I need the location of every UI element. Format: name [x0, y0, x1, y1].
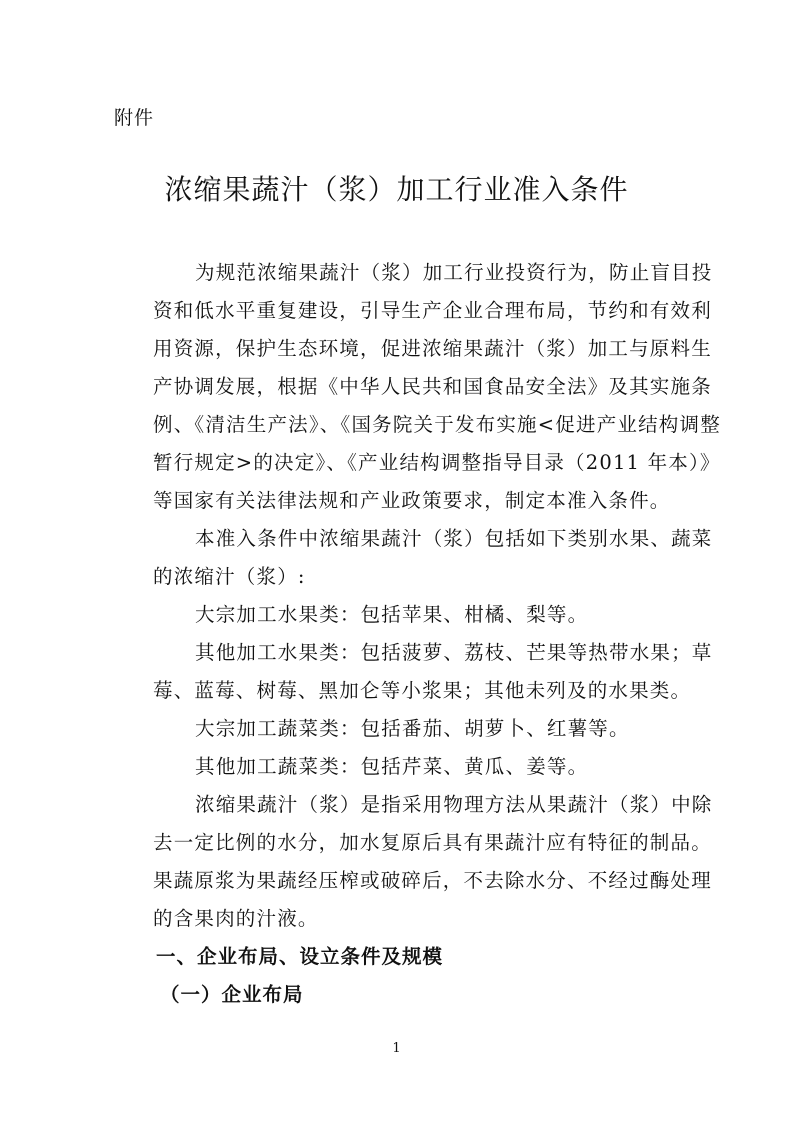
document-body [114, 254, 721, 1014]
text-line: 等国家有关法律法规和产业政策要求，制定本准入条件。 [153, 489, 671, 512]
text-line: 用资源，保护生态环境，促进浓缩果蔬汁（浆）加工与原料生 [153, 337, 712, 360]
text-line: 大宗加工水果类：包括苹果、柑橘、梨等。 [195, 603, 589, 626]
paragraph-bulk-fruit [114, 596, 689, 634]
subsection-heading: （一）企业布局 [160, 983, 304, 1006]
text-line: 例、《清洁生产法》、《国务院关于发布实施<促进产业结构调整 [153, 413, 721, 436]
paragraph-bulk-vegetable [114, 710, 689, 748]
text-line: 资和低水平重复建设，引导生产企业合理布局，节约和有效利 [153, 299, 712, 322]
text-line: 的含果肉的汁液。 [153, 907, 319, 930]
paragraph-scope [114, 520, 713, 596]
paragraph-other-fruit [114, 634, 713, 710]
text-line: 产协调发展，根据《中华人民共和国食品安全法》及其实施条 [153, 375, 712, 398]
paragraph-definition [114, 786, 713, 938]
page-number: 1 [392, 1041, 401, 1056]
text-line: 的浓缩汁（浆）: [153, 565, 306, 588]
section-heading: 一、企业布局、设立条件及规模 [156, 945, 444, 968]
text-line: 去一定比例的水分，加水复原后具有果蔬汁应有特征的制品。 [153, 831, 712, 854]
document-title: 浓缩果蔬汁（浆）加工行业准入条件 [164, 173, 629, 206]
text-line: 其他加工水果类：包括菠萝、荔枝、芒果等热带水果；草 [195, 641, 713, 664]
text-line: 为规范浓缩果蔬汁（浆）加工行业投资行为，防止盲目投 [195, 261, 713, 284]
paragraph-other-vegetable [114, 748, 689, 786]
text-line: 本准入条件中浓缩果蔬汁（浆）包括如下类别水果、蔬菜 [195, 527, 713, 550]
text-line: 大宗加工蔬菜类：包括番茄、胡萝卜、红薯等。 [195, 717, 630, 740]
text-line: 暂行规定>的决定》、《产业结构调整指导目录（2011 年本）》 [153, 451, 721, 474]
paragraph-intro [114, 254, 721, 520]
text-line: 莓、蓝莓、树莓、黑加仑等小浆果；其他未列及的水果类。 [153, 679, 692, 702]
attachment-label: 附件 [114, 107, 155, 129]
text-line: 其他加工蔬菜类：包括芹菜、黄瓜、姜等。 [195, 755, 589, 778]
text-line: 果蔬原浆为果蔬经压榨或破碎后，不去除水分、不经过酶处理 [153, 869, 712, 892]
text-line: 浓缩果蔬汁（浆）是指采用物理方法从果蔬汁（浆）中除 [195, 793, 713, 816]
